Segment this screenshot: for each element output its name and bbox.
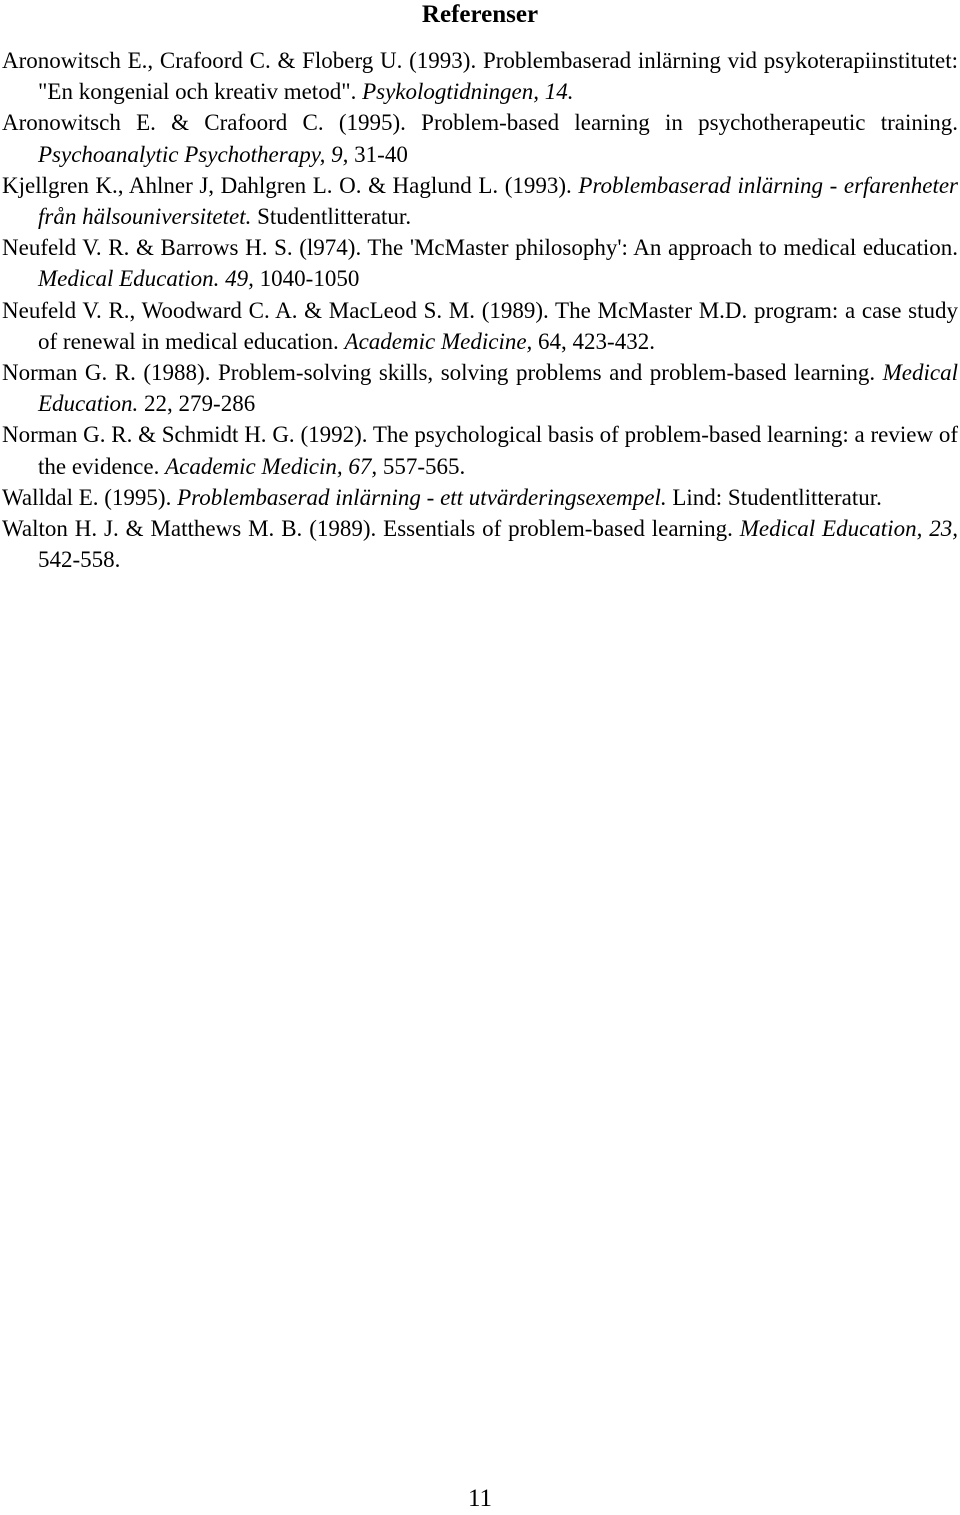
page-title: Referenser <box>421 1 539 28</box>
reference-text: 64, 423-432. <box>532 328 655 354</box>
reference-text: Norman G. R. & Schmidt H. G. (1992). The psychological basis of problem-based learning: a review of the evidence. <box>2 422 958 479</box>
reference-text: Lind: Studentlitteratur. <box>666 484 882 510</box>
reference-text: 542-558. <box>38 547 121 573</box>
reference-list <box>2 45 958 575</box>
reference-source: Psychoanalytic Psychotherapy, 9, <box>38 141 349 167</box>
reference-item <box>2 107 958 169</box>
reference-source: Medical Education, 23, <box>739 516 958 542</box>
reference-source: Medical Education. 49, <box>38 266 254 292</box>
reference-source: Medical Education. <box>38 360 958 417</box>
reference-text: 1040-1050 <box>253 266 360 292</box>
reference-item <box>2 295 958 357</box>
reference-text: Norman G. R. (1988). Problem-solving skills, solving problems and problem-based learning. <box>2 360 883 386</box>
reference-item <box>2 232 958 294</box>
reference-source: Problembaserad inlärning - ett utvärderingsexempel. <box>177 484 667 510</box>
reference-source: Psykologtidningen, 14. <box>362 79 574 105</box>
reference-item <box>2 357 958 419</box>
reference-text: Aronowitsch E., Crafoord C. & Floberg U. (1993). Problembaserad inlärning vid psykoterapiinstitutet: "En kongenial och kreativ metod". <box>2 48 958 105</box>
reference-text: Studentlitteratur. <box>251 204 412 230</box>
reference-text: Neufeld V. R. & Barrows H. S. (l974). The 'McMaster philosophy': An approach to medical education. <box>2 235 958 261</box>
reference-text: Kjellgren K., Ahlner J, Dahlgren L. O. & Haglund L. (1993). <box>2 172 579 198</box>
reference-item <box>2 170 958 232</box>
reference-text: Aronowitsch E. & Crafoord C. (1995). Problem-based learning in psychotherapeutic training. <box>2 110 958 136</box>
reference-text: Walldal E. (1995). <box>2 484 178 510</box>
reference-item <box>2 45 958 107</box>
reference-text: Neufeld V. R., Woodward C. A. & MacLeod S. M. (1989). The McMaster M.D. program: a case study of renewal in medical education. <box>2 297 958 354</box>
reference-item <box>2 482 958 513</box>
reference-text: Walton H. J. & Matthews M. B. (1989). Essentials of problem-based learning. <box>2 516 740 542</box>
page-number: 11 <box>467 1485 493 1512</box>
reference-source: Problembaserad inlärning - erfarenheter från hälsouniversitetet. <box>38 172 958 230</box>
reference-item <box>2 419 958 481</box>
reference-text: 31-40 <box>348 141 408 167</box>
reference-text: 22, 279-286 <box>138 391 256 417</box>
reference-item <box>2 513 958 575</box>
reference-source: Academic Medicin, 67, <box>165 453 378 479</box>
reference-source: Academic Medicine, <box>344 328 533 354</box>
reference-text: 557-565. <box>377 453 466 479</box>
